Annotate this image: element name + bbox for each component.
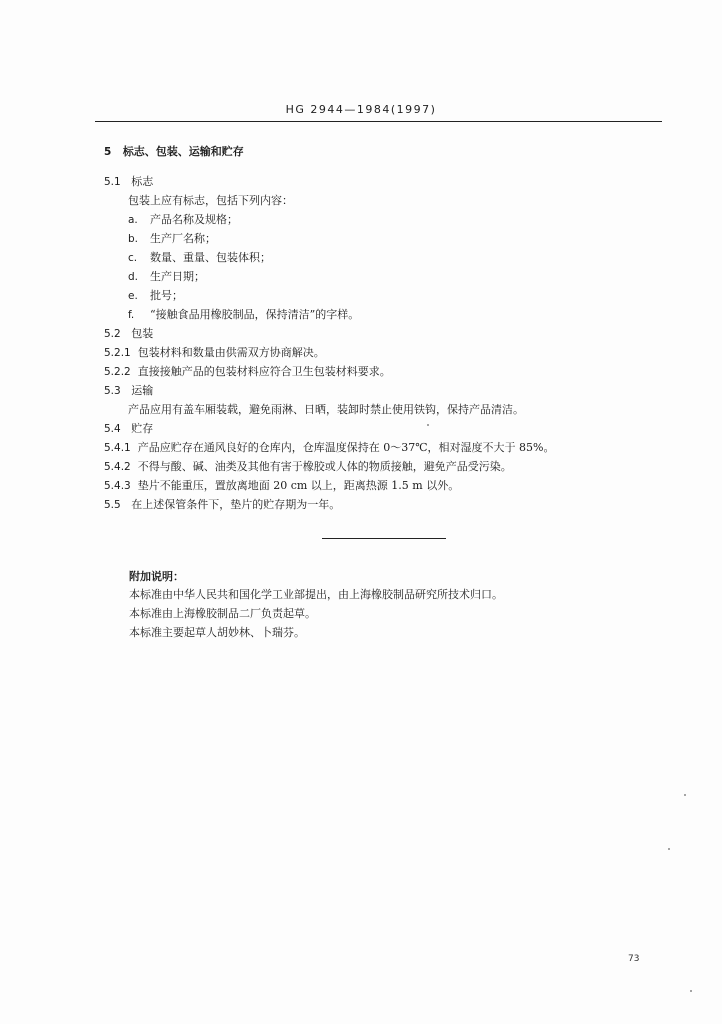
clause-5-2-2 [104,365,391,379]
clause-number: 5.4 [104,423,121,435]
clause-number: 5.2 [104,328,121,340]
clause-5-5 [104,498,340,512]
clause-title: 标志 [131,175,154,188]
list-item-text: “接触食品用橡胶制品，保持清洁”的字样。 [150,308,360,321]
clause-5-1-heading [104,175,153,189]
clause-text: 直接接触产品的包装材料应符合卫生包装材料要求。 [137,365,391,378]
list-item-text: 生产厂名称； [150,232,216,245]
standard-code-header: HG 2944—1984(1997) [285,103,437,116]
list-item [128,232,216,246]
list-item-text: 批号； [150,289,183,302]
scan-speck [684,794,686,796]
end-of-text-rule [322,538,446,539]
appendix-line: 本标准由中华人民共和国化学工业部提出，由上海橡胶制品研究所技术归口。 [129,588,503,601]
appendix-line: 本标准主要起草人胡妙林、卜瑞芬。 [129,626,305,639]
clause-text: 包装材料和数量由供需双方协商解决。 [137,346,325,359]
section-5-heading [104,145,244,159]
list-item [128,289,183,303]
section-number: 5 [104,146,112,158]
clause-5-4-heading [104,422,153,436]
appendix-title: 附加说明： [129,570,184,583]
list-item-text: 产品名称及规格； [150,213,238,226]
list-item-label: e. [128,290,138,302]
clause-5-3-heading [104,384,153,398]
clause-number: 5.1 [104,176,121,188]
list-item-label: a. [128,214,138,226]
header-divider [95,121,662,122]
clause-number: 5.4.2 [104,461,131,473]
list-item-label: c. [128,252,138,264]
list-item-label: f. [128,309,135,321]
clause-5-1-intro: 包装上应有标志，包括下列内容： [128,194,293,207]
clause-text: 垫片不能重压，置放离地面 20 cm 以上，距离热源 1.5 m 以外。 [137,479,460,492]
list-item [128,213,238,227]
clause-number: 5.2.2 [104,366,131,378]
list-item-text: 生产日期； [150,270,205,283]
clause-5-4-1 [104,441,554,455]
clause-number: 5.3 [104,385,121,397]
clause-5-2-1 [104,346,325,360]
clause-5-2-heading [104,327,153,341]
page-number: 73 [628,954,640,964]
clause-text: 不得与酸、碱、油类及其他有害于橡胶或人体的物质接触，避免产品受污染。 [137,460,512,473]
list-item [128,270,205,284]
section-title: 标志、包装、运输和贮存 [122,145,244,158]
clause-title: 运输 [131,384,154,397]
clause-number: 5.5 [104,499,121,511]
clause-text: 在上述保管条件下，垫片的贮存期为一年。 [131,498,341,511]
appendix-line: 本标准由上海橡胶制品二厂负责起草。 [129,607,316,620]
clause-title: 贮存 [131,422,154,435]
list-item-text: 数量、重量、包装体积； [150,251,271,264]
clause-5-4-3 [104,479,459,493]
clause-5-3-text: 产品应用有盖车厢装载，避免雨淋、日晒，装卸时禁止使用铁钩，保持产品清洁。 [128,403,524,416]
scan-speck [668,848,670,850]
clause-number: 5.4.1 [104,442,131,454]
list-item [128,308,359,322]
clause-number: 5.2.1 [104,347,131,359]
clause-title: 包装 [131,327,154,340]
scan-speck [427,424,429,426]
list-item-label: d. [128,271,139,283]
clause-text: 产品应贮存在通风良好的仓库内，仓库温度保持在 0～37℃，相对湿度不大于 85%。 [137,441,555,454]
clause-number: 5.4.3 [104,480,131,492]
list-item [128,251,271,265]
clause-5-4-2 [104,460,512,474]
list-item-label: b. [128,233,139,245]
scan-speck [690,990,692,992]
